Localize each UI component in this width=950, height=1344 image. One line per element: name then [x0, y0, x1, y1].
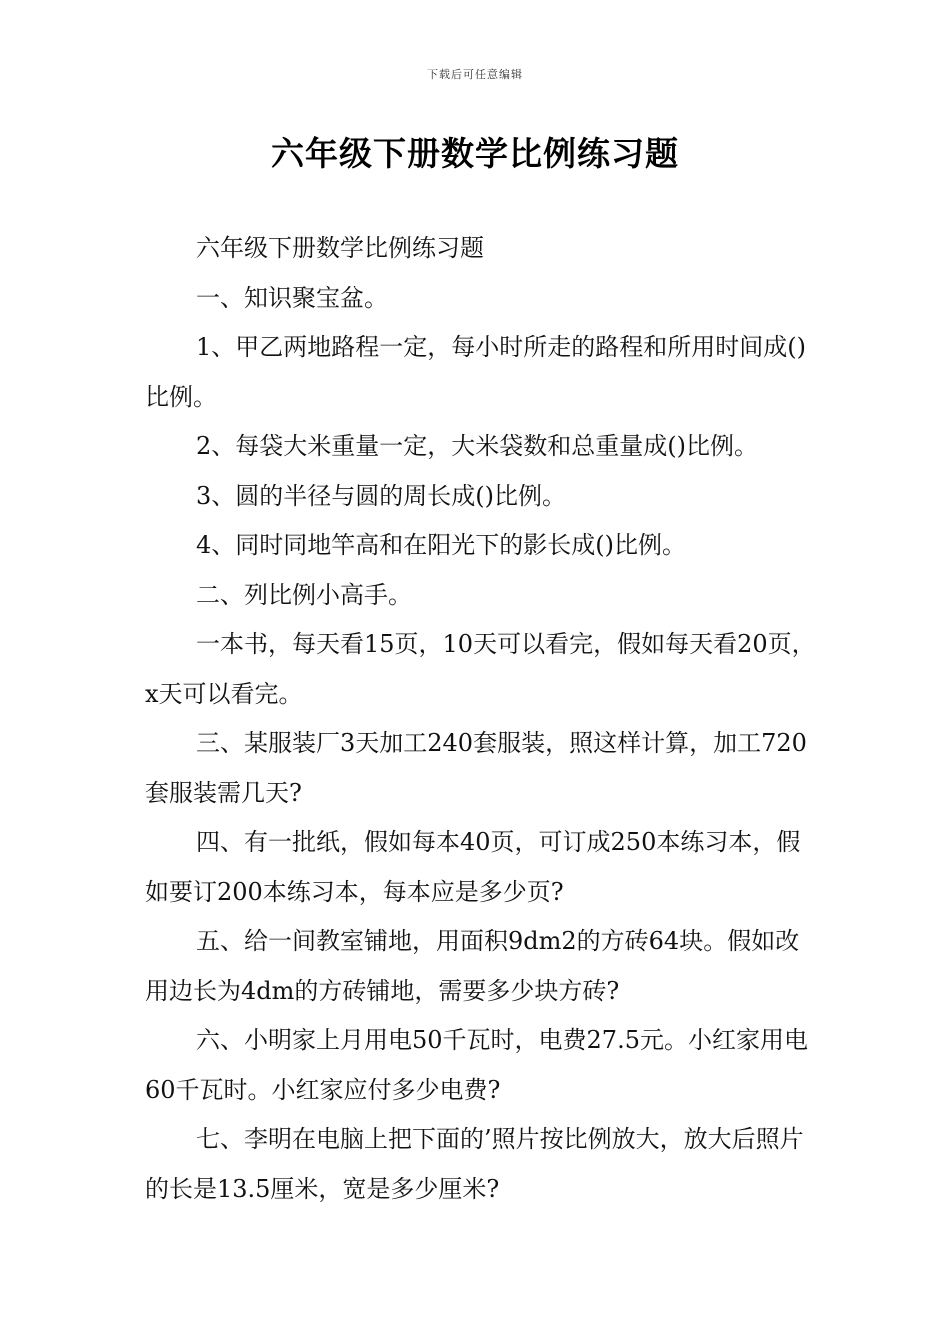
paragraph-question-4: 4、同时同地竿高和在阳光下的影长成()比例。 — [196, 531, 686, 559]
paragraph-subtitle: 六年级下册数学比例练习题 — [196, 234, 484, 262]
paragraph-question-3: 3、圆的半径与圆的周长成()比例。 — [196, 481, 566, 510]
paragraph-problem-5: 五、给一间教室铺地，用面积9dm2的方砖64块。假如改用边长为4dm的方砖铺地，需要多少块方砖? — [145, 927, 800, 1005]
paragraph-problem-7: 七、李明在电脑上把下面的’照片按比例放大，放大后照片的长是13.5厘米，宽是多少厘米? — [145, 1125, 804, 1203]
paragraph-problem-6: 六、小明家上月用电50千瓦时，电费27.5元。小红家用电60千瓦时。小红家应付多少电费? — [145, 1026, 808, 1104]
header-note: 下载后可任意编辑 — [427, 68, 523, 81]
paragraph-problem-4: 四、有一批纸，假如每本40页，可订成250本练习本，假如要订200本练习本，每本应是多少页? — [145, 828, 801, 906]
paragraph-section-1: 一、知识聚宝盆。 — [196, 283, 388, 312]
document-title: 六年级下册数学比例练习题 — [271, 134, 679, 173]
paragraph-section-2: 二、列比例小高手。 — [196, 580, 412, 609]
paragraph-problem-3: 三、某服装厂3天加工240套服装，照这样计算，加工720套服装需几天? — [145, 729, 807, 807]
document-body — [145, 224, 817, 1214]
paragraph-problem-book: 一本书，每天看15页，10天可以看完，假如每天看20页，x天可以看完。 — [145, 630, 816, 708]
paragraph-question-2: 2、每袋大米重量一定，大米袋数和总重量成()比例。 — [196, 432, 758, 460]
paragraph-question-1: 1、甲乙两地路程一定，每小时所走的路程和所用时间成()比例。 — [145, 333, 806, 411]
